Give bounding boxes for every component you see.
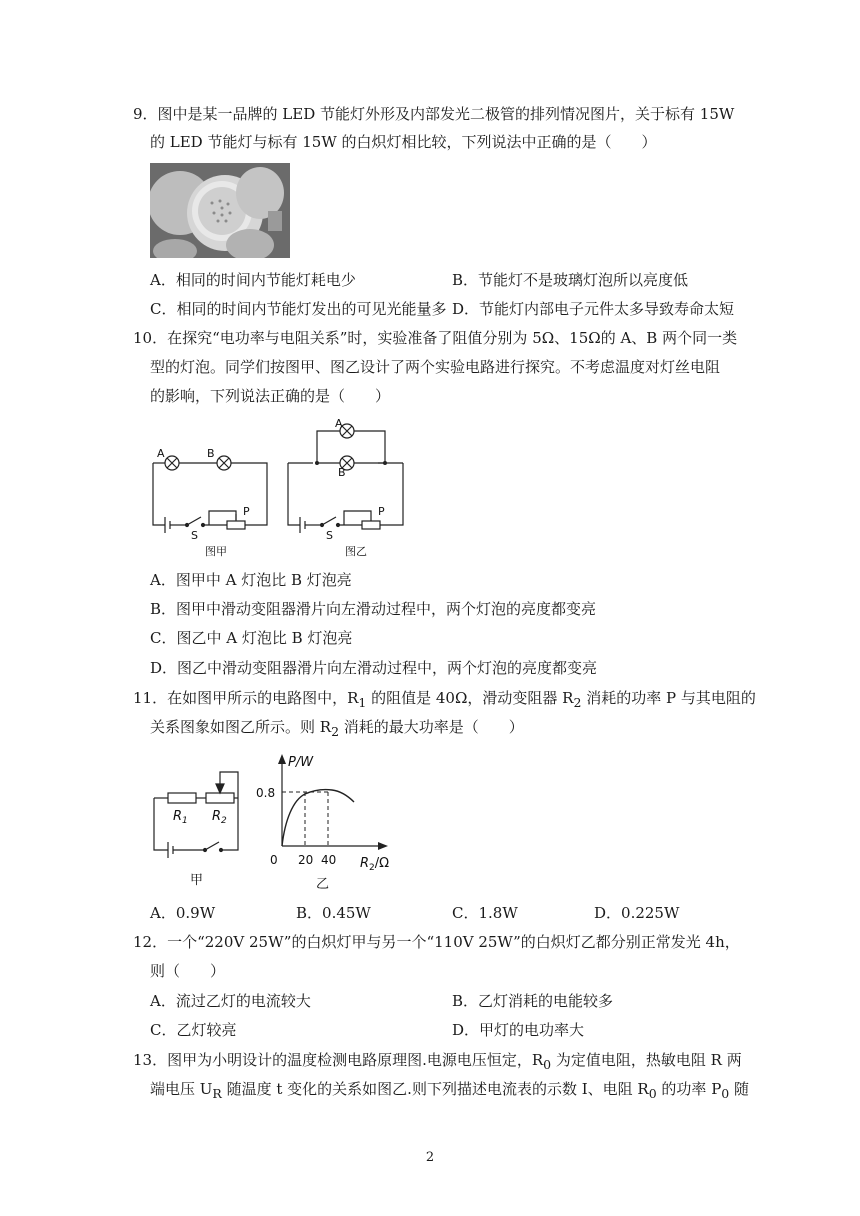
q11-option-a: A．0.9W: [150, 904, 216, 922]
q11-option-b: B．0.45W: [296, 904, 371, 922]
q10-label-p2: P: [378, 505, 385, 518]
q11-label-r1: $R_1$: [173, 809, 188, 826]
q13-stem-line2: 端电压 $U_R$ 随温度 t 变化的关系如图乙.则下列描述电流表的示数 I、电阻 $R_0$ 的功率 $P_0$ 随: [150, 1080, 750, 1101]
q11-xtick-20: 20: [298, 853, 314, 867]
q10-stem-line1: 10．在探究“电功率与电阻关系”时，实验准备了阻值分别为 5Ω、15Ω的 A、B 两个同一类: [133, 329, 738, 347]
q10-option-d: D．图乙中滑动变阻器滑片向左滑动过程中，两个灯泡的亮度都变亮: [150, 659, 598, 677]
q11-figure: [148, 750, 418, 895]
q13-stem-line1: 13．图甲为小明设计的温度检测电路原理图.电源电压恒定，$R_0$ 为定值电阻，热敏电阻 R 两: [133, 1051, 742, 1072]
led-bulb-photo: [150, 163, 290, 258]
q10-label-jia: 图甲: [205, 545, 227, 558]
q11-ytick-08: 0.8: [256, 786, 276, 800]
q10-option-b: B．图甲中滑动变阻器滑片向左滑动过程中，两个灯泡的亮度都变亮: [150, 600, 597, 618]
q12-option-c: C．乙灯较亮: [150, 1021, 237, 1039]
q10-stem-line2: 型的灯泡。同学们按图甲、图乙设计了两个实验电路进行探究。不考虑温度对灯丝电阻: [150, 358, 721, 376]
page-number: 2: [425, 1150, 435, 1165]
q11-label-jia: 甲: [190, 873, 204, 888]
q12-option-d: D．甲灯的电功率大: [452, 1021, 585, 1039]
q10-label-p: P: [243, 505, 250, 518]
q12-stem-line2: 则（ ）: [150, 962, 226, 980]
q11-stem-line1: 11．在如图甲所示的电路图中，$R_1$ 的阻值是 40Ω，滑动变阻器 $R_2$ 消耗的功率 P 与其电阻的: [133, 689, 756, 710]
q11-stem-line2: 关系图象如图乙所示。则 $R_2$ 消耗的最大功率是（ ）: [150, 718, 524, 739]
q11-ylabel: P/W: [288, 755, 314, 770]
q11-xtick-0: 0: [270, 853, 278, 867]
q10-label-b2: B: [338, 466, 346, 479]
q9-option-d: D．节能灯内部电子元件太多导致寿命太短: [452, 300, 735, 318]
q10-label-a2: A: [335, 417, 343, 430]
q9-stem-line1: 9．图中是某一品牌的 LED 节能灯外形及内部发光二极管的排列情况图片，关于标有 15W: [133, 105, 735, 123]
q10-option-a: A．图甲中 A 灯泡比 B 灯泡亮: [150, 571, 352, 589]
q9-stem-line2: 的 LED 节能灯与标有 15W 的白炽灯相比较，下列说法中正确的是（ ）: [150, 133, 657, 151]
q11-label-r2: $R_2$: [212, 809, 227, 826]
q11-power-graph: [256, 754, 389, 892]
q12-option-b: B．乙灯消耗的电能较多: [452, 992, 614, 1010]
q10-label-yi: 图乙: [345, 545, 367, 558]
q9-option-a: A．相同的时间内节能灯耗电少: [150, 271, 356, 289]
q9-option-c: C．相同的时间内节能灯发出的可见光能量多: [150, 300, 447, 318]
q11-xlabel: $R_2/\Omega$: [360, 856, 390, 873]
q10-label-s: S: [191, 529, 198, 542]
q10-label-b: B: [207, 447, 215, 460]
q10-option-c: C．图乙中 A 灯泡比 B 灯泡亮: [150, 629, 353, 647]
q10-label-s2: S: [326, 529, 333, 542]
q11-option-d: D．0.225W: [594, 904, 680, 922]
q12-stem-line1: 12．一个“220V 25W”的白炽灯甲与另一个“110V 25W”的白炽灯乙都分别正常发光 4h，: [133, 933, 740, 951]
q11-option-c: C．1.8W: [452, 904, 518, 922]
q11-label-yi: 乙: [316, 877, 330, 892]
q9-option-b: B．节能灯不是玻璃灯泡所以亮度低: [452, 271, 689, 289]
q10-stem-line3: 的影响，下列说法正确的是（ ）: [150, 387, 391, 405]
q11-xtick-40: 40: [321, 853, 337, 867]
q12-option-a: A．流过乙灯的电流较大: [150, 992, 311, 1010]
q10-circuit-figure: [145, 415, 415, 560]
q10-label-a: A: [157, 447, 165, 460]
